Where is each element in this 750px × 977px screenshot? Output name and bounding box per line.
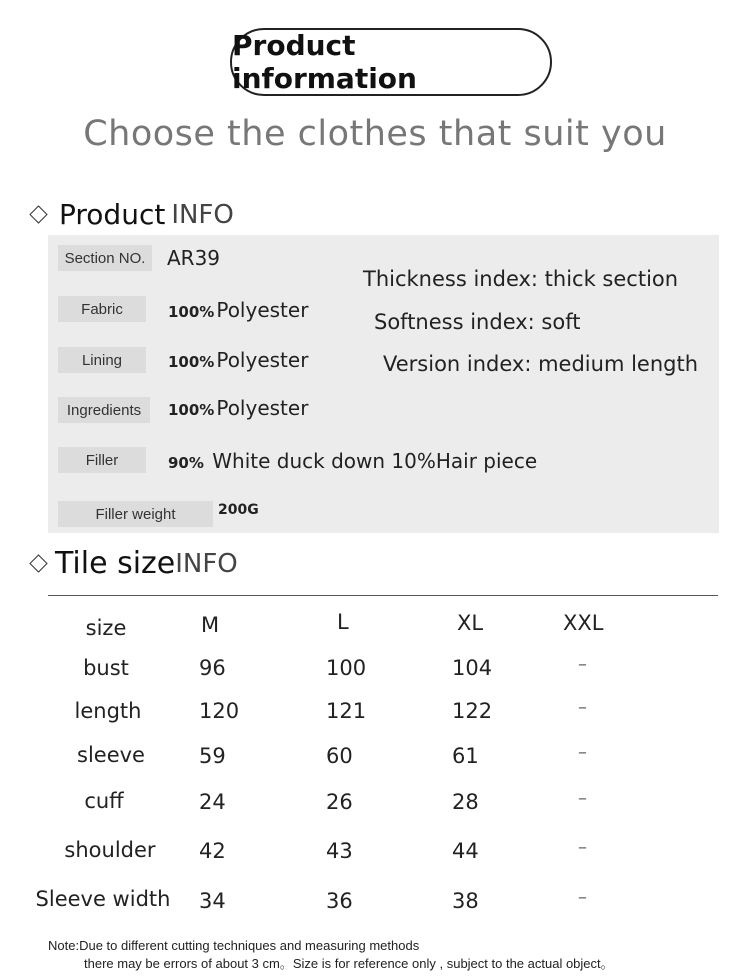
table-cell: 59 [199, 744, 226, 768]
table-header-xl: XL [457, 611, 484, 635]
section-no-label: Section NO. [58, 245, 152, 271]
table-cell: 61 [452, 744, 479, 768]
table-cell: 104 [452, 656, 493, 680]
filler-label: Filler [58, 447, 146, 473]
note-line-1: Note:Due to different cutting techniques and measuring methods [48, 938, 420, 953]
table-cell: – [578, 788, 587, 809]
thickness-index: Thickness index: thick section [363, 267, 679, 291]
table-cell: 28 [452, 790, 479, 814]
filler-weight-value: 200G [218, 502, 259, 518]
table-cell: – [578, 837, 587, 858]
product-heading-sub: INFO [171, 199, 234, 230]
lining-material: Polyester [216, 348, 309, 372]
table-row-label: length [74, 699, 142, 723]
table-cell: 96 [199, 656, 226, 680]
table-cell: – [578, 654, 587, 675]
table-cell: – [578, 887, 587, 908]
table-cell: 34 [199, 889, 226, 913]
filler-material: White duck down 10%Hair piece [212, 449, 538, 473]
size-heading-main: Tile size [55, 546, 176, 581]
diamond-bullet-icon [29, 554, 47, 572]
table-cell: 36 [326, 889, 353, 913]
fabric-pct: 100% [168, 303, 215, 321]
softness-index: Softness index: soft [374, 310, 581, 334]
table-cell: 121 [326, 699, 367, 723]
diamond-bullet-icon [29, 205, 47, 223]
ingredients-value [168, 396, 308, 420]
table-cell: – [578, 697, 587, 718]
table-cell: 26 [326, 790, 353, 814]
table-cell: 60 [326, 744, 353, 768]
table-row-label: Sleeve width [35, 887, 171, 911]
table-header-m: M [201, 613, 220, 637]
page-subtitle: Choose the clothes that suit you [83, 114, 667, 154]
table-cell: 44 [452, 839, 479, 863]
table-row-label: bust [83, 656, 129, 680]
table-cell: 122 [452, 699, 493, 723]
filler-pct: 90% [168, 454, 204, 472]
lining-value [168, 348, 308, 372]
fabric-value [168, 298, 308, 322]
fabric-label: Fabric [58, 296, 146, 322]
table-divider [48, 595, 718, 596]
table-row-label: sleeve [77, 743, 145, 767]
product-heading-main: Product [59, 198, 166, 231]
table-cell: 120 [199, 699, 240, 723]
size-info-heading [28, 546, 238, 581]
lining-pct: 100% [168, 353, 215, 371]
size-heading-sub: INFO [175, 548, 238, 579]
table-cell: 100 [326, 656, 367, 680]
filler-weight-label: Filler weight [58, 501, 213, 527]
badge-text: Product information [232, 29, 417, 95]
section-no-value: AR39 [167, 246, 221, 270]
ingredients-pct: 100% [168, 401, 215, 419]
version-index: Version index: medium length [383, 352, 699, 376]
table-cell: 43 [326, 839, 353, 863]
lining-label: Lining [58, 347, 146, 373]
fabric-material: Polyester [216, 298, 309, 322]
table-row-label: cuff [84, 789, 124, 813]
table-header-size: size [85, 616, 127, 640]
measurement-note [48, 937, 614, 973]
ingredients-label: Ingredients [58, 397, 150, 423]
ingredients-material: Polyester [216, 396, 309, 420]
table-cell: 24 [199, 790, 226, 814]
product-information-badge [230, 28, 552, 96]
filler-value [168, 449, 537, 473]
product-info-heading [28, 198, 234, 231]
table-cell: 38 [452, 889, 479, 913]
table-cell: 42 [199, 839, 226, 863]
table-header-xxl: XXL [563, 611, 604, 635]
table-cell: – [578, 742, 587, 763]
note-line-2: there may be errors of about 3 cm。Size is for reference only , subject to the actual object。 [84, 956, 614, 971]
table-row-label: shoulder [64, 838, 156, 862]
table-header-l: L [337, 610, 349, 634]
